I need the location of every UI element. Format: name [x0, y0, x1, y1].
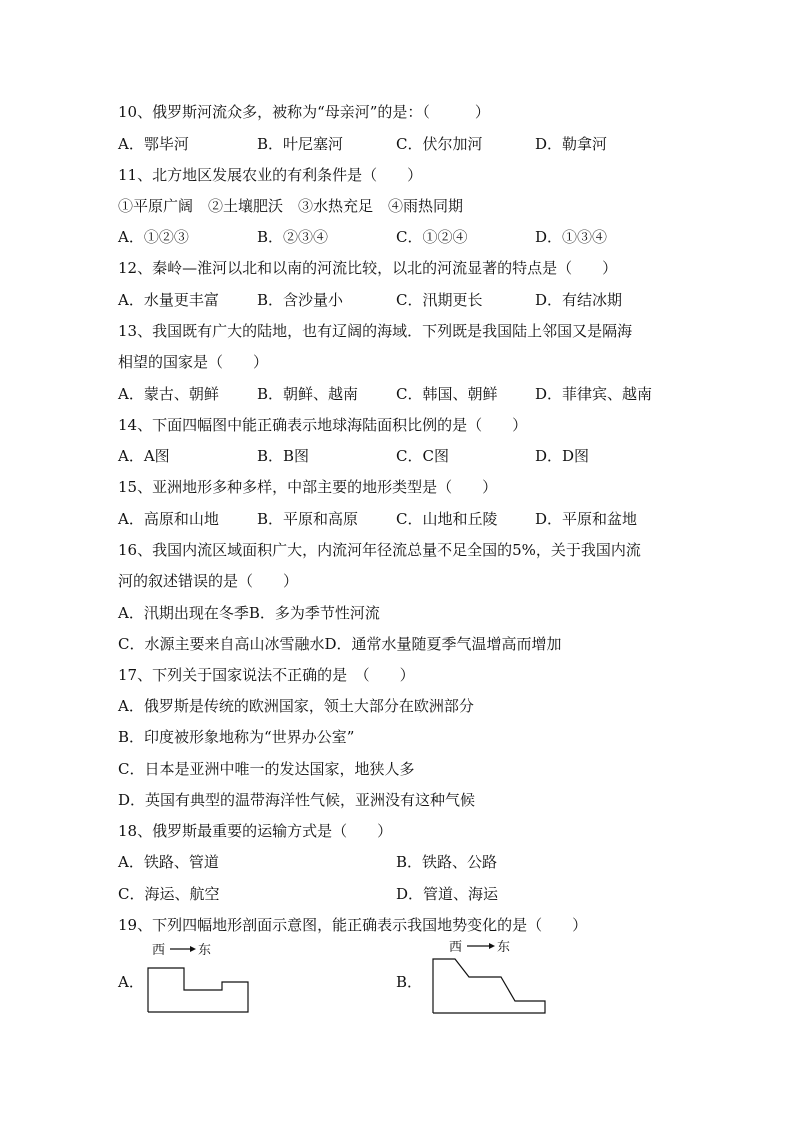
question-10-stem: 10、俄罗斯河流众多，被称为“母亲河”的是：（ ） [118, 103, 490, 121]
question-16-stem-continued: 河的叙述错误的是（ ） [118, 572, 299, 590]
q14-option-d: D．D图 [535, 447, 590, 465]
q19-figure-b-label: B． [396, 973, 423, 991]
q11-option-a: A．①②③ [118, 228, 189, 246]
q17-option-c: C．日本是亚洲中唯一的发达国家，地狭人多 [118, 760, 415, 778]
q19-figure-a-profile [140, 938, 260, 1018]
q17-option-b: B．印度被形象地称为“世界办公室” [118, 728, 355, 746]
q18-option-b: B．铁路、公路 [396, 853, 498, 871]
q15-option-a: A．高原和山地 [118, 510, 219, 528]
q13-option-a: A．蒙古、朝鲜 [118, 385, 219, 403]
q10-option-c: C．伏尔加河 [396, 135, 483, 153]
question-13-stem: 13、我国既有广大的陆地，也有辽阔的海域．下列既是我国陆上邻国又是隔海 [118, 322, 633, 340]
q13-option-c: C．韩国、朝鲜 [396, 385, 498, 403]
q18-option-d: D．管道、海运 [396, 885, 499, 903]
q19-figure-b-terrain-line [433, 959, 545, 1013]
q19-figure-b-arrowhead [489, 943, 495, 949]
q18-option-a: A．铁路、管道 [118, 853, 219, 871]
q17-option-d: D．英国有典型的温带海洋性气候，亚洲没有这种气候 [118, 791, 476, 809]
q12-option-d: D．有结冰期 [535, 291, 623, 309]
question-15-stem: 15、亚洲地形多种多样，中部主要的地形类型是（ ） [118, 478, 498, 496]
question-12-stem: 12、秦岭—淮河以北和以南的河流比较，以北的河流显著的特点是（ ） [118, 259, 618, 277]
q15-option-d: D．平原和盆地 [535, 510, 638, 528]
q11-option-d: D．①③④ [535, 228, 608, 246]
q10-option-a: A．鄂毕河 [118, 135, 189, 153]
q12-option-b: B．含沙量小 [257, 291, 344, 309]
q19-figure-b-profile [425, 935, 555, 1020]
question-14-stem: 14、下面四幅图中能正确表示地球海陆面积比例的是（ ） [118, 416, 528, 434]
q11-option-c: C．①②④ [396, 228, 468, 246]
question-16-stem: 16、我国内流区域面积广大，内流河年径流总量不足全国的5%，关于我国内流 [118, 541, 641, 559]
question-19-stem: 19、下列四幅地形剖面示意图，能正确表示我国地势变化的是（ ） [118, 916, 588, 934]
q18-option-c: C．海运、航空 [118, 885, 220, 903]
q12-option-c: C．汛期更长 [396, 291, 483, 309]
question-13-stem-continued: 相望的国家是（ ） [118, 353, 269, 371]
question-11-conditions: ①平原广阔 ②土壤肥沃 ③水热充足 ④雨热同期 [118, 197, 464, 215]
question-17-stem: 17、下列关于国家说法不正确的是 （ ） [118, 666, 415, 684]
q19-figure-a-terrain-line [148, 968, 248, 1012]
q11-option-b: B．②③④ [257, 228, 329, 246]
q10-option-d: D．勒拿河 [535, 135, 608, 153]
q19-figure-a-arrowhead [190, 946, 196, 952]
q19-figure-a-label: A． [118, 973, 144, 991]
q13-option-d: D．菲律宾、越南 [535, 385, 653, 403]
q16-options-cd: C．水源主要来自高山冰雪融水D．通常水量随夏季气温增高而增加 [118, 635, 562, 653]
q19-figure-a-west-label: 西 [152, 943, 166, 958]
q14-option-b: B．B图 [257, 447, 310, 465]
q10-option-b: B．叶尼塞河 [257, 135, 344, 153]
q19-figure-b-west-label: 西 [449, 940, 463, 955]
question-18-stem: 18、俄罗斯最重要的运输方式是（ ） [118, 822, 393, 840]
q13-option-b: B．朝鲜、越南 [257, 385, 359, 403]
question-11-stem: 11、北方地区发展农业的有利条件是（ ） [118, 166, 423, 184]
q12-option-a: A．水量更丰富 [118, 291, 219, 309]
q17-option-a: A．俄罗斯是传统的欧洲国家，领土大部分在欧洲部分 [118, 697, 474, 715]
q19-figure-a-east-label: 东 [198, 943, 212, 958]
q15-option-b: B．平原和高原 [257, 510, 359, 528]
q15-option-c: C．山地和丘陵 [396, 510, 498, 528]
q14-option-c: C．C图 [396, 447, 449, 465]
q14-option-a: A．A图 [118, 447, 170, 465]
q16-options-ab: A．汛期出现在冬季B．多为季节性河流 [118, 604, 380, 622]
q19-figure-b-east-label: 东 [497, 940, 511, 955]
